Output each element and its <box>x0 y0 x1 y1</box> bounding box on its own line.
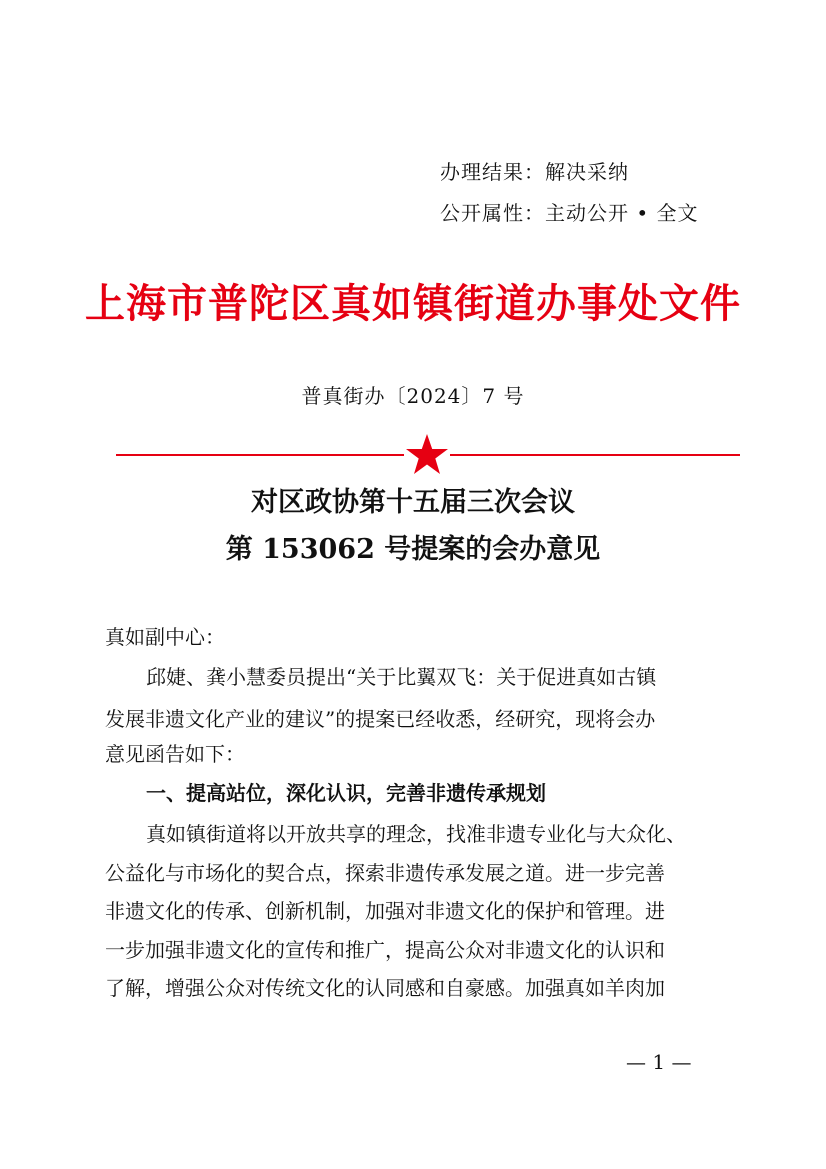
handling-result: 办理结果：解决采纳 <box>440 160 629 184</box>
section-1-paragraph-line: 真如镇街道将以开放共享的理念，找准非遗专业化与大众化、 <box>146 822 686 846</box>
document-title-line-2: 第 153062 号提案的会办意见 <box>225 534 601 565</box>
red-divider-right <box>450 454 740 456</box>
section-1-paragraph-line: 一步加强非遗文化的宣传和推广，提高公众对非遗文化的认识和 <box>105 938 665 962</box>
document-title-line-1: 对区政协第十五届三次会议 <box>251 487 575 518</box>
red-star-icon <box>405 433 449 475</box>
publicity-attribute: 公开属性：主动公开 • 全文 <box>440 201 699 225</box>
issuing-authority-header: 上海市普陀区真如镇街道办事处文件 <box>85 280 741 327</box>
intro-paragraph-line: 意见函告如下： <box>105 742 245 766</box>
section-1-paragraph-line: 非遗文化的传承、创新机制，加强对非遗文化的保护和管理。进 <box>105 899 665 923</box>
red-divider-left <box>116 454 404 456</box>
section-heading-1: 一、提高站位，深化认识，完善非遗传承规划 <box>146 781 546 805</box>
salutation: 真如副中心： <box>105 625 225 649</box>
section-1-paragraph-line: 公益化与市场化的契合点，探索非遗传承发展之道。进一步完善 <box>105 861 665 885</box>
page-number: — 1 — <box>626 1050 692 1074</box>
document-number: 普真街办〔2024〕7 号 <box>301 384 525 408</box>
intro-paragraph-line: 发展非遗文化产业的建议”的提案已经收悉，经研究，现将会办 <box>105 707 656 731</box>
section-1-paragraph-line: 了解，增强公众对传统文化的认同感和自豪感。加强真如羊肉加 <box>105 976 665 1000</box>
intro-paragraph-line: 邱婕、龚小慧委员提出“关于比翼双飞：关于促进真如古镇 <box>146 665 657 689</box>
